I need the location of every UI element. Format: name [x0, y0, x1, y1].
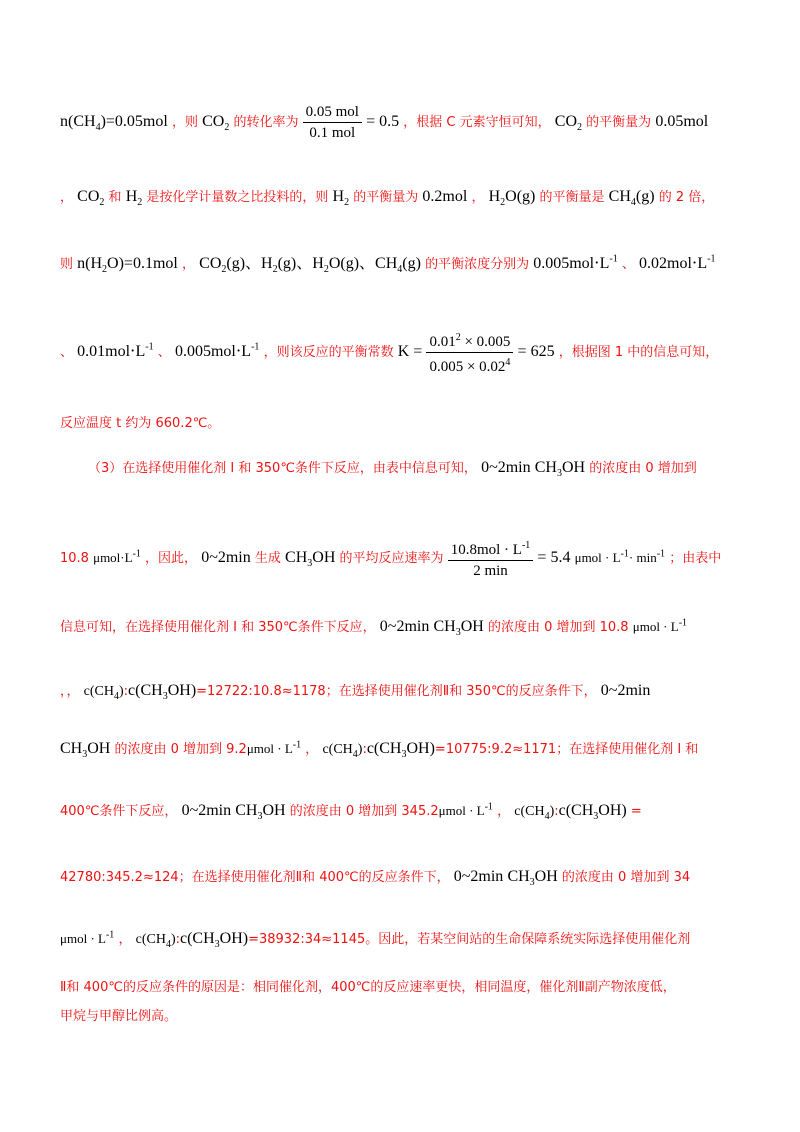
math: = 625 [517, 343, 555, 360]
text: ，则 [171, 115, 198, 130]
text: : [175, 932, 180, 947]
text: Ⅱ和 400℃的反应条件的原因是：相同催化剂，400℃的反应速率更快，相同温度，催化剂Ⅱ副产物浓度低， [60, 980, 676, 995]
math: $n(H_2O)=0.1mol$ [77, 255, 178, 276]
math: $CH_3OH$ [507, 868, 558, 889]
math: $c(CH_4)$ [514, 804, 555, 822]
text: = [630, 804, 642, 819]
text: 生成 [254, 551, 281, 566]
math: $CO_2$ [77, 188, 105, 209]
math: 0~2min [181, 802, 232, 819]
text: ，根据 C 元素守恒可知， [403, 115, 551, 130]
text-line [60, 186, 714, 208]
text: ，则该反应的平衡常数 [263, 345, 394, 360]
text: 信息可知，在选择使用催化剂 Ⅰ 和 350℃条件下反应， [60, 620, 376, 635]
text: ；由表中 [669, 551, 722, 566]
math: $H_2$ [332, 188, 350, 209]
text-line [60, 412, 220, 431]
math: $0.01mol\cdot L^{-1}$ [77, 341, 154, 360]
text: ，因此， [145, 551, 198, 566]
text: 、 [621, 257, 635, 272]
math: $H_2$ [125, 188, 143, 209]
text: 42780:345.2≈124；在选择使用催化剂Ⅱ和 400℃的反应条件下， [60, 870, 450, 885]
text-line [60, 738, 698, 760]
math: 0~2min [379, 618, 430, 635]
math: $CH_3OH$ [534, 459, 586, 480]
math: $CO_2(g)$、$H_2(g)$、$H_2O(g)$、$CH_4(g)$ [199, 255, 421, 276]
text: 的浓度由 0 增加到 10.8 [487, 620, 629, 635]
math: $\mu mol\cdot L^{-1}$ [93, 548, 141, 565]
text: ，， [60, 684, 80, 699]
fraction: $\frac{10.8mol \cdot L^{-1}}{2 \min}$ [448, 536, 534, 581]
math: $\mu mol \cdot L^{-1}\cdot \min^{-1}$ [574, 548, 666, 565]
text: ， [497, 804, 511, 819]
text: 的转化率为 [233, 115, 299, 130]
math: = 0.5 [366, 113, 400, 130]
text: : [123, 684, 129, 699]
math: 0.05mol [655, 113, 709, 130]
text: 的平均反应速率为 [339, 551, 444, 566]
text: 、 [60, 345, 74, 360]
text-line [60, 680, 650, 702]
text-line [60, 800, 642, 822]
text: ，根据图 1 中的信息可知， [558, 345, 719, 360]
text: 的浓度由 0 增加到 [589, 461, 697, 476]
text: 反应温度 t 约为 660.2℃。 [60, 416, 221, 431]
text-line [60, 328, 718, 377]
math: $CH_3OH$ [285, 549, 336, 570]
math: $c(CH_3OH)$ [128, 682, 197, 703]
math: $c(CH_3OH)$ [558, 802, 627, 823]
text: : [362, 742, 367, 757]
math: $0.005mol\cdot L^{-1}$ [174, 341, 260, 360]
text: 的平衡浓度分别为 [425, 257, 530, 272]
text: =10775:9.2≈1171；在选择使用催化剂 Ⅰ 和 [434, 742, 699, 757]
math: $CH_3OH$ [433, 618, 484, 639]
text: 是按化学计量数之比投料的，则 [146, 190, 329, 205]
math: $c(CH_3OH)$ [366, 740, 435, 761]
text: 的浓度由 0 增加到 345.2 [289, 804, 439, 819]
math: $0.005mol\cdot L^{-1}$ [533, 253, 618, 272]
text-line [60, 616, 687, 638]
fraction: $\frac{0.01^2 \times 0.005}{0.005 \times 0.02^4}$ [426, 328, 513, 377]
math: $n(CH_4)=0.05mol$ [60, 113, 168, 134]
text: 的浓度由 0 增加到 9.2 [114, 742, 247, 757]
text: : [554, 804, 559, 819]
text-line [60, 928, 690, 950]
text: 的平衡量为 [353, 190, 419, 205]
math: $c(CH_4)$ [83, 684, 124, 702]
math: 0~2min [201, 549, 251, 566]
math: $CH_3OH$ [235, 802, 286, 823]
text-line [60, 1005, 177, 1024]
text: 、 [157, 345, 171, 360]
text-line [88, 457, 697, 479]
text: ， [471, 190, 485, 205]
text: 的平衡量为 [586, 115, 652, 130]
text: 的 2 倍， [658, 190, 715, 205]
text: 甲烷与甲醇比例高。 [60, 1009, 178, 1024]
math: $\mu mol \cdot L^{-1}$ [438, 801, 493, 818]
text-line [60, 866, 690, 888]
math: $CH_3OH$ [60, 740, 111, 761]
math: $0.02mol\cdot L^{-1}$ [639, 253, 716, 272]
text: 的平衡量是 [539, 190, 605, 205]
text: =12722:10.8≈1178；在选择使用催化剂Ⅱ和 350℃的反应条件下， [196, 684, 597, 699]
text: ， [305, 742, 319, 757]
text: 则 [60, 257, 74, 272]
math: 0~2min [600, 682, 651, 699]
math: $\mu mol \cdot L^{-1}$ [632, 617, 688, 634]
math: 0~2min [453, 868, 504, 885]
text: 和 [108, 190, 122, 205]
math: $\mu mol \cdot L^{-1}$ [60, 929, 115, 946]
math: $H_2O(g)$ [488, 188, 536, 209]
text-line [60, 976, 676, 995]
text-line [60, 536, 721, 581]
text-line [60, 250, 715, 275]
text: 400℃条件下反应， [60, 804, 178, 819]
math: 0.2mol [422, 188, 468, 205]
text: =38932:34≈1145。因此，若某空间站的生命保障系统实际选择使用催化剂 [248, 932, 691, 947]
math: $c(CH_3OH)$ [180, 930, 249, 951]
text: ， [60, 190, 74, 205]
math: $CO_2$ [202, 113, 230, 134]
math: 0~2min [481, 459, 531, 476]
text: （3）在选择使用催化剂 Ⅰ 和 350℃条件下反应，由表中信息可知， [88, 461, 477, 476]
text: 的浓度由 0 增加到 34 [561, 870, 691, 885]
math: $\mu mol \cdot L^{-1}$ [246, 739, 302, 756]
text: 10.8 [60, 551, 89, 566]
text: ， [118, 932, 132, 947]
math: $CO_2$ [554, 113, 583, 134]
math: $CH_4(g)$ [608, 188, 655, 209]
math: $c(CH_4)$ [135, 932, 176, 950]
math: K = [397, 343, 423, 360]
text-line [60, 102, 708, 143]
math: = 5.4 [537, 549, 571, 566]
math: $c(CH_4)$ [322, 742, 363, 760]
text: ， [181, 257, 195, 272]
fraction: $\frac{\text{0.05 mol}}{\text{0.1 mol}}$ [303, 102, 362, 143]
